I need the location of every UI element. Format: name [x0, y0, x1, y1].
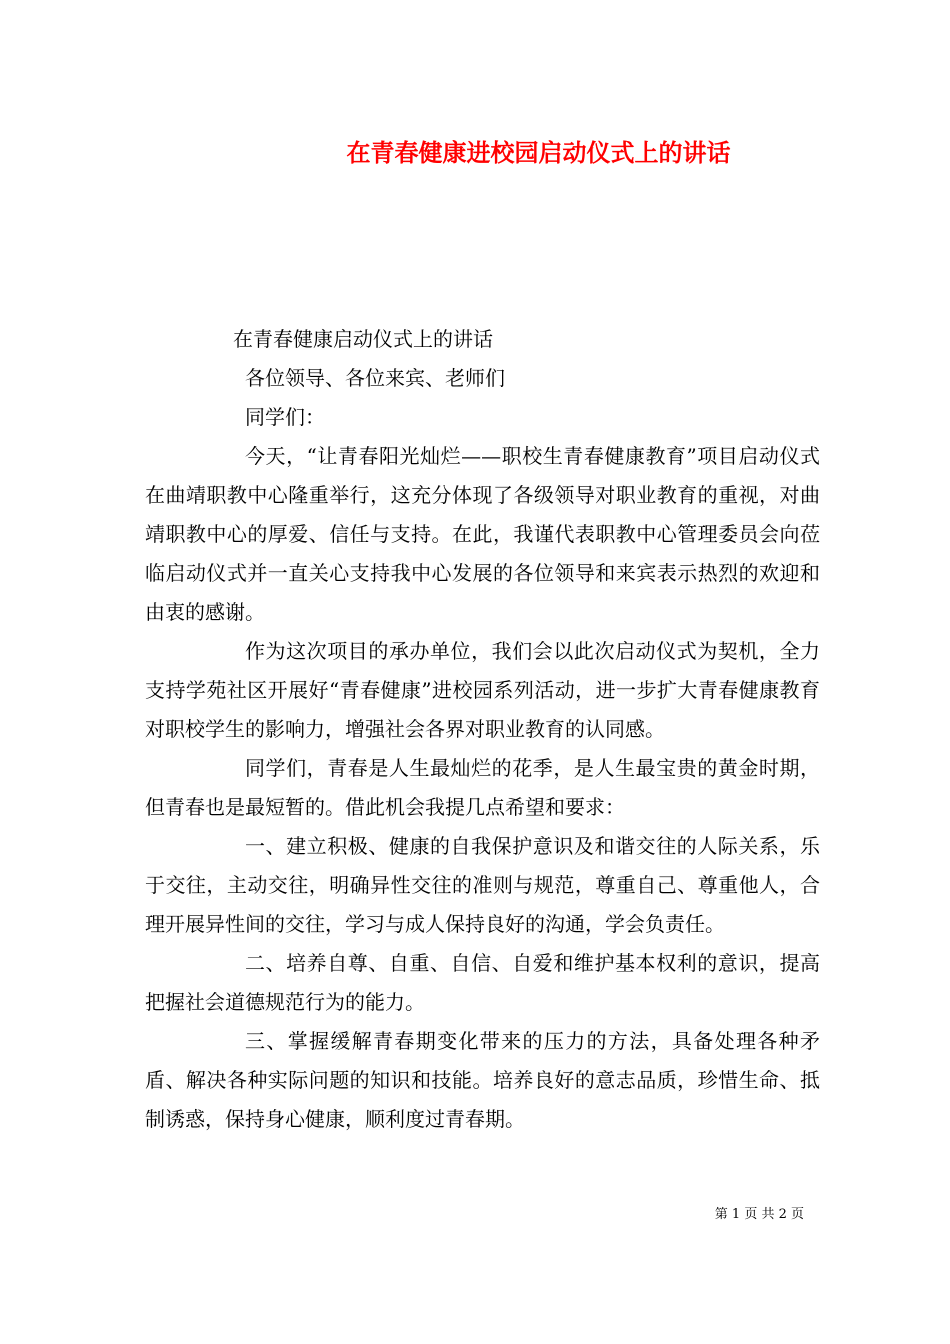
speech-subtitle: 在青春健康启动仪式上的讲话 [233, 327, 493, 351]
page-number: 第 1 页 共 2 页 [714, 1207, 804, 1222]
greeting: 同学们： [245, 405, 325, 429]
paragraph: 二、培养自尊、自重、自信、自爱和维护基本权利的意识，提高把握社会道德规范行为的能力。 [145, 951, 820, 1014]
paragraph: 三、掌握缓解青春期变化带来的压力的方法，具备处理各种矛盾、解决各种实际问题的知识和技能。培养良好的意志品质，珍惜生命、抵制诱惑，保持身心健康，顺利度过青春期。 [145, 1029, 820, 1131]
paragraph: 同学们，青春是人生最灿烂的花季，是人生最宝贵的黄金时期，但青春也是最短暂的。借此机会我提几点希望和要求： [145, 756, 820, 819]
salutation: 各位领导、各位来宾、老师们 [245, 366, 505, 390]
paragraph: 作为这次项目的承办单位，我们会以此次启动仪式为契机，全力支持学苑社区开展好“青春健康”进校园系列活动，进一步扩大青春健康教育对职校学生的影响力，增强社会各界对职业教育的认同感。 [145, 639, 820, 741]
paragraph: 今天，“让青春阳光灿烂——职校生青春健康教育”项目启动仪式在曲靖职教中心隆重举行，这充分体现了各级领导对职业教育的重视，对曲靖职教中心的厚爱、信任与支持。在此，我谨代表职教中心管理委员会向莅临启动仪式并一直关心支持我中心发展的各位领导和来宾表示热烈的欢迎和由衷的感谢。 [145, 444, 820, 624]
paragraph: 一、建立积极、健康的自我保护意识及和谐交往的人际关系，乐于交往，主动交往，明确异性交往的准则与规范，尊重自己、尊重他人，合理开展异性间的交往，学习与成人保持良好的沟通，学会负责任。 [145, 834, 820, 936]
document-title: 在青春健康进校园启动仪式上的讲话 [346, 138, 731, 167]
document-body [145, 320, 820, 1139]
